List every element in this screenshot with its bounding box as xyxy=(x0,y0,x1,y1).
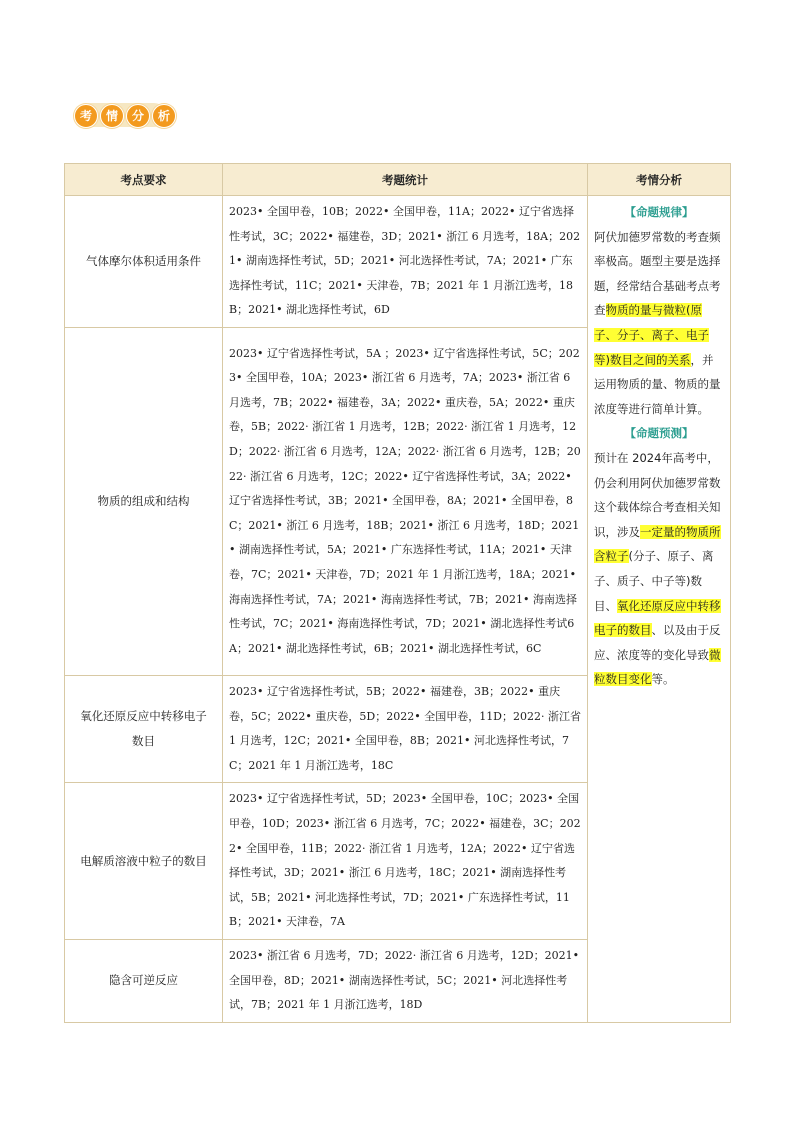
text-run: (分子、原子、离子、质子、中子等)数目、 xyxy=(594,549,714,613)
analysis-heading-forecast: 【命题预测】 xyxy=(624,426,694,441)
text-run: ，并运用物质的量、物质的量浓度等进行简单计算。 xyxy=(594,352,721,416)
badge-char: 考 xyxy=(74,104,98,128)
row-requirement: 物质的组成和结构 xyxy=(65,327,223,675)
row-statistics: 2023• 全国甲卷，10B；2022• 全国甲卷，11A；2022• 辽宁省选择性考试，3C；2022• 福建卷，3D；2021• 浙江 6 月选考，18A；2021• 湖南选择性考试，5D；2021• 河北选择性考试，7A；2021• 广东选择性考试，11C；2021• 天津卷，7B；2021 年 1 月浙江选考，18B；2021• 湖北选择性考试，6D xyxy=(223,196,588,328)
exam-analysis-table xyxy=(64,163,731,1023)
highlight-text: 物质的量与微粒(原子、分子、离子、电子等)数目之间的关系 xyxy=(594,303,709,367)
table-row xyxy=(65,196,731,328)
analysis-paragraph-forecast xyxy=(594,446,724,692)
table-header-row xyxy=(65,164,731,196)
analysis-paragraph-rule xyxy=(594,225,724,422)
row-statistics: 2023• 浙江省 6 月选考，7D；2022· 浙江省 6 月选考，12D；2021• 全国甲卷，8D；2021• 湖南选择性考试，5C；2021• 河北选择性考试，7B；2021 年 1 月浙江选考，18D xyxy=(223,939,588,1022)
row-requirement: 气体摩尔体积适用条件 xyxy=(65,196,223,328)
text-run: 等。 xyxy=(651,672,675,687)
row-statistics: 2023• 辽宁省选择性考试，5D；2023• 全国甲卷，10C；2023• 全国甲卷，10D；2023• 浙江省 6 月选考，7C；2022• 福建卷，3C；2022• 全国甲卷，11B；2022· 浙江省 1 月选考，12A；2022• 辽宁省选择性考试，3D；2021• 浙江 6 月选考，18C；2021• 湖南选择性考试，5B；2021• 河北选择性考试，7D；2021• 广东选择性考试，11B；2021• 天津卷，7A xyxy=(223,783,588,940)
badge-char: 分 xyxy=(126,104,150,128)
header-analysis: 考情分析 xyxy=(588,164,731,196)
badge-char: 析 xyxy=(152,104,176,128)
row-requirement: 隐含可逆反应 xyxy=(65,939,223,1022)
text-run: 预计在 2024年高考中，仍会利用阿伏加德罗常数这个载体综合考查相关知识，涉及 xyxy=(594,450,721,539)
text-run: 、以及由于反应、浓度等的变化导致 xyxy=(594,623,721,662)
row-statistics: 2023• 辽宁省选择性考试，5B；2022• 福建卷，3B；2022• 重庆卷，5C；2022• 重庆卷，5D；2022• 全国甲卷，11D；2022· 浙江省 1 月选考，12C；2021• 全国甲卷，8B；2021• 河北选择性考试，7C；2021 年 1 月浙江选考，18C xyxy=(223,675,588,782)
header-requirement: 考点要求 xyxy=(65,164,223,196)
badge-char: 情 xyxy=(100,104,124,128)
row-requirement: 氧化还原反应中转移电子数目 xyxy=(65,675,223,782)
text-run: 阿伏加德罗常数的考查频率极高。题型主要是选择题，经常结合基础考点考查 xyxy=(594,229,721,318)
highlight-text: 氧化还原反应中转移电子的数目 xyxy=(594,598,721,638)
row-statistics: 2023• 辽宁省选择性考试，5A ；2023• 辽宁省选择性考试，5C；2023• 全国甲卷，10A；2023• 浙江省 6 月选考，7A；2023• 浙江省 6 月选考，7B；2022• 福建卷，3A；2022• 重庆卷，5A；2022• 重庆卷，5B；2022· 浙江省 1 月选考，12B；2022· 浙江省 1 月选考，12D；2022· 浙江省 6 月选考，12A；2022· 浙江省 6 月选考，12B；2022· 浙江省 6 月选考，12C；2022• 辽宁省选择性考试，3A；2022• 辽宁省选择性考试，3B；2021• 全国甲卷，8A；2021• 全国甲卷，8C；2021• 浙江 6 月选考，18B；2021• 浙江 6 月选考，18D；2021• 湖南选择性考试，5A；2021• 广东选择性考试，11A；2021• 天津卷，7C；2021• 天津卷，7D；2021 年 1 月浙江选考，18A；2021• 海南选择性考试，7A；2021• 海南选择性考试，7B；2021• 海南选择性考试，7C；2021• 海南选择性考试，7D；2021• 湖北选择性考试6A；2021• 湖北选择性考试，6B；2021• 湖北选择性考试，6C xyxy=(223,327,588,675)
section-badge xyxy=(74,99,170,131)
highlight-text: 一定量的物质所含粒子 xyxy=(594,524,721,564)
row-requirement: 电解质溶液中粒子的数目 xyxy=(65,783,223,940)
analysis-heading-rule: 【命题规律】 xyxy=(624,205,694,219)
analysis-cell xyxy=(588,196,731,1023)
header-statistics: 考题统计 xyxy=(223,164,588,196)
highlight-text: 微粒数目变化 xyxy=(594,647,721,687)
